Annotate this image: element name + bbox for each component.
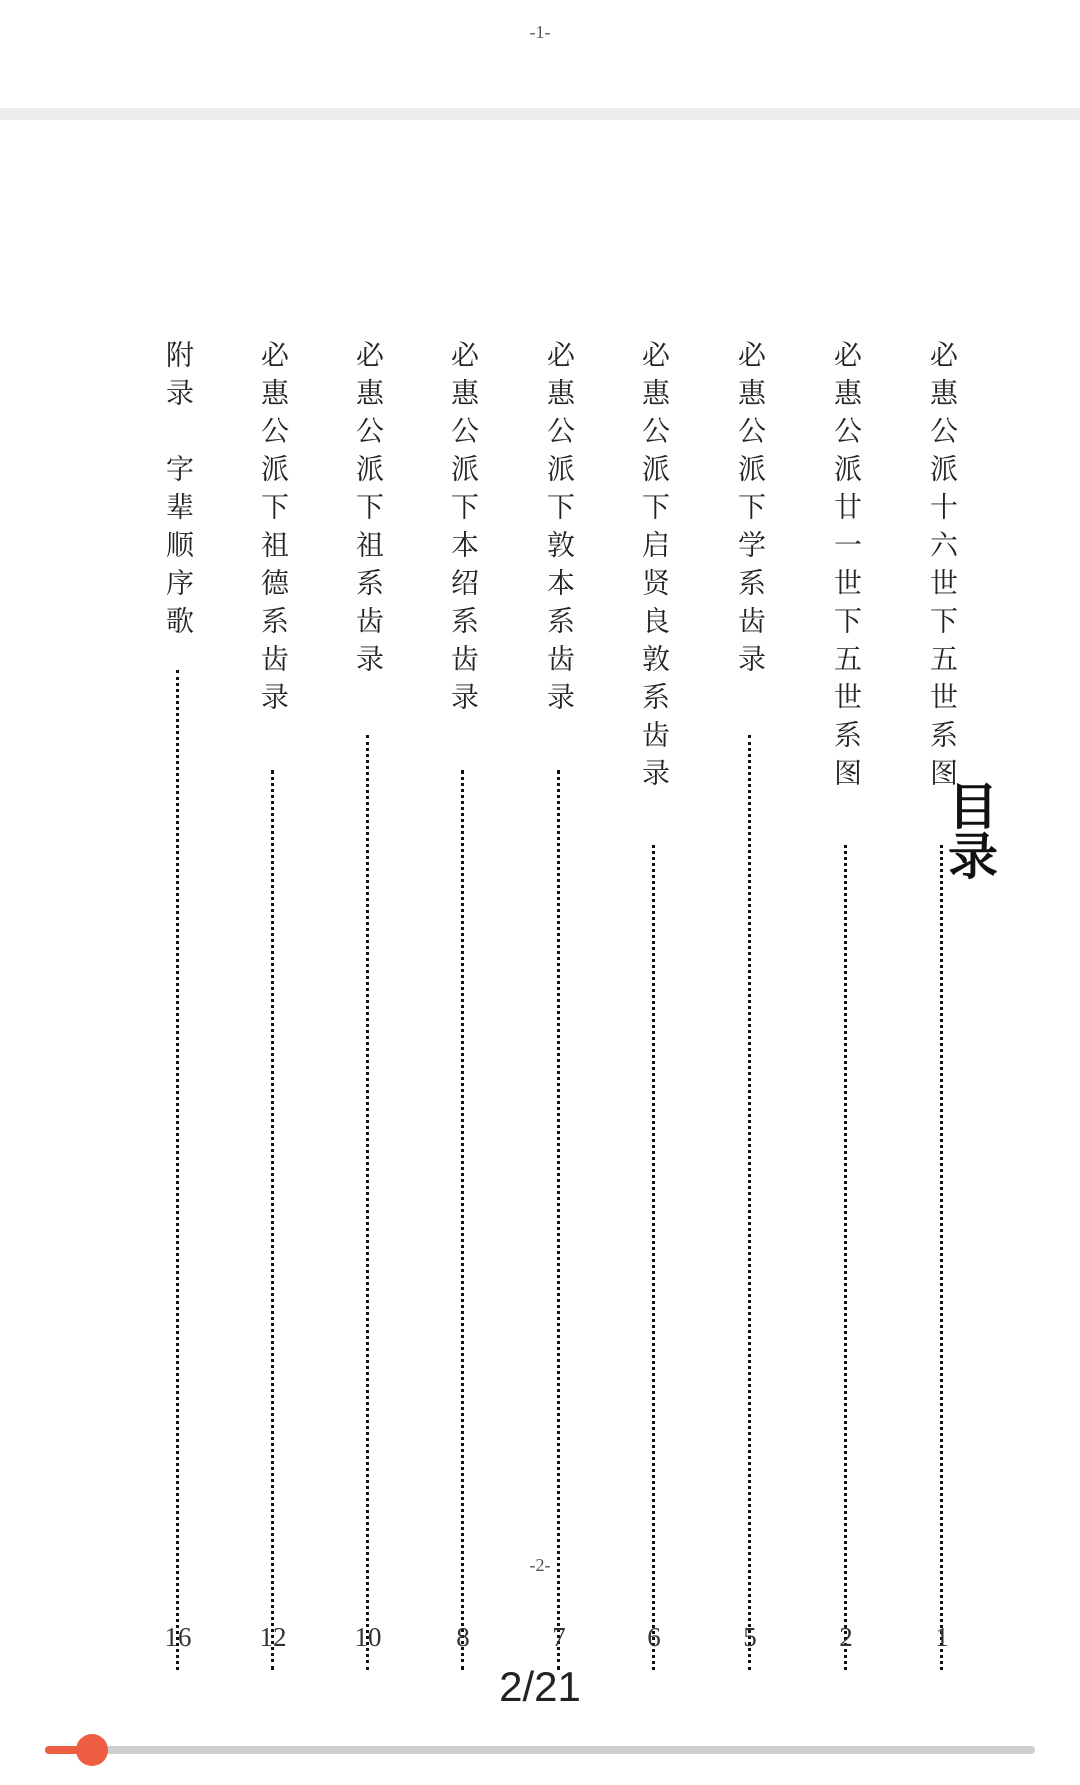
dotted-leader (557, 770, 560, 1670)
toc-page-number: 12 (259, 1622, 287, 1652)
document-page[interactable] (0, 120, 1080, 1652)
toc-entry-label: 必惠公派廿一世下五世系图 (830, 340, 863, 796)
page-slider[interactable] (45, 1746, 1035, 1754)
toc-entry-1[interactable] (925, 340, 959, 1670)
bottom-page-number: -2- (529, 1555, 551, 1575)
toc-title: 目录 (940, 780, 998, 880)
toc-entry-3[interactable] (733, 340, 767, 1670)
dotted-leader (940, 845, 943, 1670)
dotted-leader (176, 670, 179, 1670)
toc-entry-4[interactable] (637, 340, 671, 1670)
toc-entry-5[interactable] (542, 340, 576, 1670)
toc-entry-label: 必惠公派下敦本系齿录 (543, 340, 576, 720)
top-page-number: -1- (529, 22, 551, 42)
toc-entry-6[interactable] (446, 340, 480, 1670)
toc-entry-label: 必惠公派下启贤良敦系齿录 (638, 340, 671, 796)
toc-page-number: 5 (743, 1622, 757, 1652)
toc-entry-2[interactable] (829, 340, 863, 1670)
toc-entry-label: 附录 字辈顺序歌 (162, 340, 195, 644)
toc-page-number: 10 (354, 1622, 382, 1652)
page-slider-thumb[interactable] (76, 1734, 108, 1766)
toc-entry-label: 必惠公派十六世下五世系图 (926, 340, 959, 796)
toc-page-number: 7 (552, 1622, 566, 1652)
dotted-leader (652, 845, 655, 1670)
toc-entry-label: 必惠公派下本绍系齿录 (447, 340, 480, 720)
toc-page-number: 1 (935, 1622, 949, 1652)
toc-entry-8[interactable] (256, 340, 290, 1670)
page-separator (0, 108, 1080, 120)
dotted-leader (366, 735, 369, 1670)
toc-page-number: 16 (164, 1622, 192, 1652)
toc-page-number: 2 (839, 1622, 853, 1652)
toc-entry-label: 必惠公派下祖系齿录 (352, 340, 385, 682)
dotted-leader (271, 770, 274, 1670)
toc-page-number: 8 (456, 1622, 470, 1652)
toc-entry-9[interactable] (161, 340, 195, 1670)
dotted-leader (461, 770, 464, 1670)
dotted-leader (844, 845, 847, 1670)
toc-entry-label: 必惠公派下祖德系齿录 (257, 340, 290, 720)
toc-page-number: 6 (647, 1622, 661, 1652)
page-indicator: 2/21 (499, 1663, 581, 1710)
toc-entry-7[interactable] (351, 340, 385, 1670)
dotted-leader (748, 735, 751, 1670)
toc-entry-label: 必惠公派下学系齿录 (734, 340, 767, 682)
